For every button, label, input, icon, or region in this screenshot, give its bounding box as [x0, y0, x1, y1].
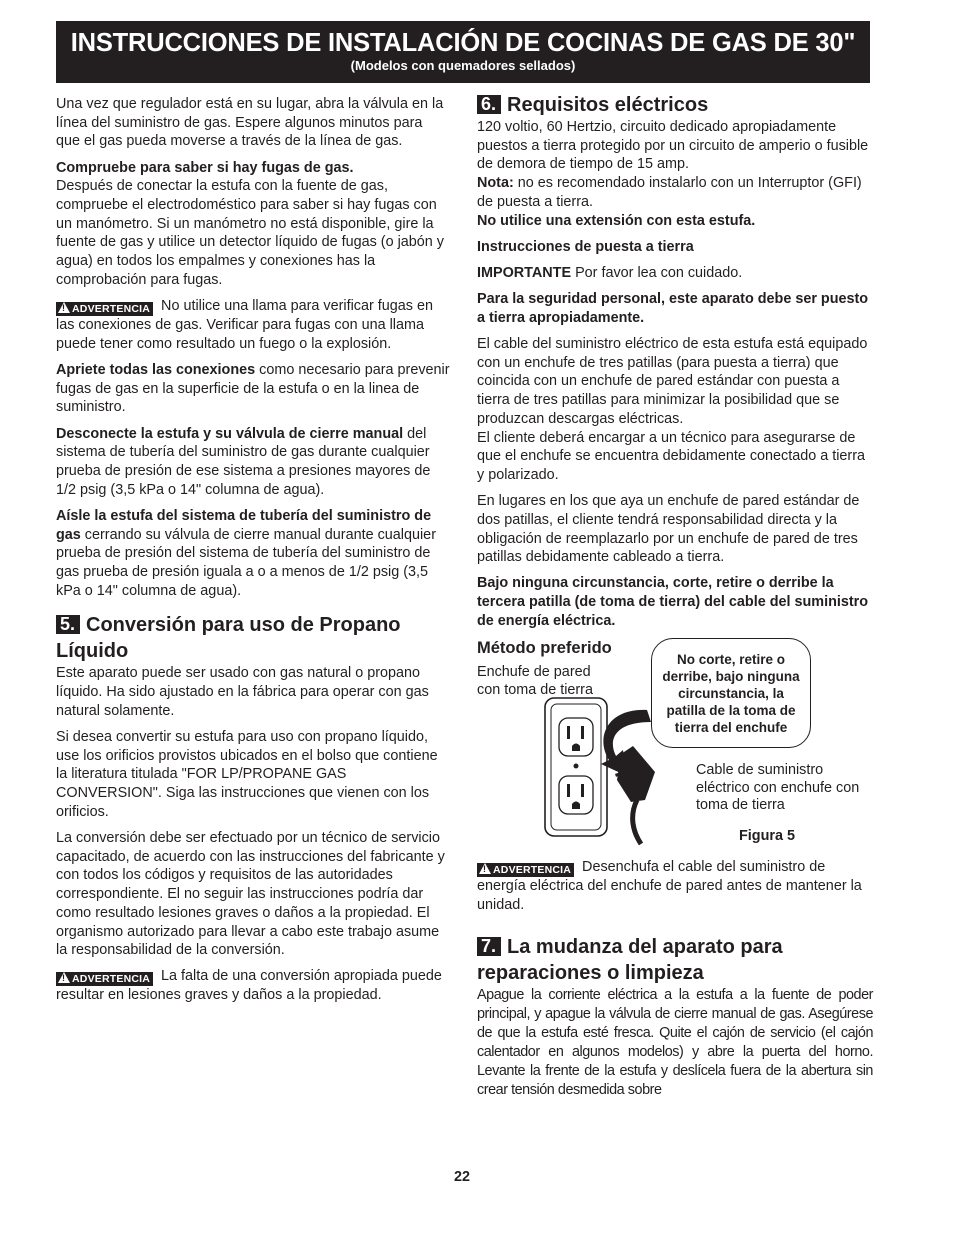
figure-title: Método preferido: [477, 639, 612, 658]
outlet-label: Enchufe de pared con toma de tierra: [477, 664, 593, 698]
paragraph: Apriete todas las conexiones como necesario para prevenir fugas de gas en la superficie de la estufa o en la linea de suministro.: [56, 361, 450, 416]
section-number: 7.: [477, 937, 501, 956]
paragraph: No utilice una extensión con esta estufa.: [477, 212, 756, 229]
section-number: 6.: [477, 95, 501, 114]
warning-paragraph: !ADVERTENCIA Desenchufa el cable del suministro de energía eléctrica del enchufe de pared antes de mantener la unidad.: [477, 858, 873, 914]
paragraph: Después de conectar la estufa con la fuente de gas, compruebe el electrodoméstico para saber si hay fugas con un manómetro. Si un manómetro no está disponible, gire la fuente de gas y utilice un detector líquido de fugas (o jabón y agua) en todos los empalmes y conexiones has la comprobación para fugas.: [56, 178, 445, 288]
warning-badge: !ADVERTENCIA: [56, 972, 153, 986]
page-subtitle: (Modelos con quemadores sellados): [350, 58, 576, 73]
section-heading-5: 5. Conversión para uso de Propano Líquido: [56, 614, 401, 663]
paragraph: El cliente deberá encargar a un técnico para asegurarse de que el enchufe se encuentra debidamente conectado a tierra y polarizado.: [477, 429, 866, 483]
paragraph: Si desea convertir su estufa para uso con propano líquido, use los orificios provistos ubicados en el bolso que contiene la literatura titulada "FOR LP/PROPANE GAS CONVERSION". Siga las instrucciones que vienen con los orificios.: [56, 728, 438, 820]
section-heading-6: 6. Requisitos eléctricos: [477, 92, 873, 118]
paragraph: Este aparato puede ser usado con gas natural o propano líquido. Ha sido ajustado en la fábrica para operar con gas natural solamente.: [56, 665, 429, 719]
warning-badge: !ADVERTENCIA: [56, 302, 153, 316]
warning-triangle-icon: [58, 302, 70, 313]
paragraph: En lugares en los que aya un enchufe de pared estándar de dos patillas, el cliente tendrá responsabilidad directa y la obligación de reemplazarlo por un enchufe de pared de tres patillas debidamente cableado a tierra.: [477, 493, 860, 566]
warning-paragraph: !ADVERTENCIA La falta de una conversión apropiada puede resultar en lesiones graves y daños a la propiedad.: [56, 967, 450, 1005]
warning-triangle-icon: [58, 972, 70, 983]
paragraph: Aísle la estufa del sistema de tubería del suministro de gas cerrando su válvula de cierre manual durante cualquier prueba de presión del sistema de tubería del suministro de gas prueba de presión iguala a o a menos de 1/2 psig (3,5 kPa o 14" columna de agua).: [56, 507, 436, 599]
warning-callout: No corte, retire o derribe, bajo ninguna circunstancia, la patilla de la toma de tierra del enchufe: [651, 638, 811, 748]
warning-triangle-icon: [479, 863, 491, 874]
right-column: [477, 95, 873, 1108]
paragraph: Apague la corriente eléctrica a la estufa a la fuente de poder principal, y apague la válvula de cierre manual de gas. Asegúrese de que la estufa esté fresca. Quite el cajón de servicio (el cajón calentador en algunos modelos) y abre la puerta del horno. Levante la frente de la estufa y deslícela fuera de la abertura sin crear tensión desmedida sobre: [477, 987, 873, 1099]
paragraph: Para la seguridad personal, este aparato debe ser puesto a tierra apropiadamente.: [477, 291, 869, 326]
paragraph: Nota: no es recomendado instalarlo con un Interruptor (GFI) de puesta a tierra.: [477, 175, 862, 210]
paragraph: Una vez que regulador está en su lugar, abra la válvula en la línea del suministro de gas. Espere algunos minutos para que el gas pueda moverse a través de la línea de gas.: [56, 96, 444, 150]
paragraph-heading: Compruebe para saber si hay fugas de gas.: [56, 159, 354, 176]
paragraph: Instrucciones de puesta a tierra: [477, 238, 694, 255]
section-number: 5.: [56, 615, 80, 634]
page-title: INSTRUCCIONES DE INSTALACIÓN DE COCINAS DE GAS DE 30": [70, 29, 856, 57]
paragraph: 120 voltio, 60 Hertzio, circuito dedicado apropiadamente puestos a tierra protegido por un circuito de amperio o fusible de demora de tiempo de 15 amp.: [477, 119, 869, 173]
cord: [633, 800, 641, 844]
figure-5: [477, 638, 873, 848]
figure-caption: Figura 5: [739, 828, 795, 845]
paragraph: IMPORTANTE Por favor lea con cuidado.: [477, 264, 743, 281]
warning-paragraph: !ADVERTENCIA No utilice una llama para verificar fugas en las conexiones de gas. Verificar para fugas con una llama puede tener como resultado un fuego o la explosión.: [56, 297, 450, 353]
paragraph: Desconecte la estufa y su válvula de cierre manual del sistema de tubería del suministro de gas durante cualquier prueba de presión de ese sistema a presiones mayores de 1/2 psig (3,5 kPa o 14" columna de agua).: [56, 425, 431, 498]
warning-badge: !ADVERTENCIA: [477, 863, 574, 877]
cord-label: Cable de suministro eléctrico con enchufe con toma de tierra: [696, 762, 860, 814]
left-column: [56, 95, 450, 1013]
page-number: 22: [453, 1169, 470, 1185]
section-heading-7: 7. La mudanza del aparato para reparaciones o limpieza: [477, 936, 783, 985]
paragraph: El cable del suministro eléctrico de esta estufa está equipado con un enchufe de tres patillas (para puesta a tierra) que coincida con un enchufe de pared estándar con puesta a tierra de tres patillas para minimizar la posibilidad que se produzcan descargas eléctricas.: [477, 336, 868, 427]
paragraph: Bajo ninguna circunstancia, corte, retire o derribe la tercera patilla (de toma de tierra) del cable del suministro de energía eléctrica.: [477, 575, 869, 629]
outlet-plug-illustration: [537, 676, 697, 846]
paragraph: La conversión debe ser efectuado por un técnico de servicio capacitado, de acuerdo con las instrucciones del fabricante y con todos los códigos y requisitos de las autoridades correspondiente. El no seguir las instrucciones podría dar como resultado lesiones graves o daños a la propiedad. El organismo autorizado para llevar a cabo este trabajo asume la responsabilidad de la conversión.: [56, 830, 445, 959]
header-banner: [56, 21, 870, 83]
